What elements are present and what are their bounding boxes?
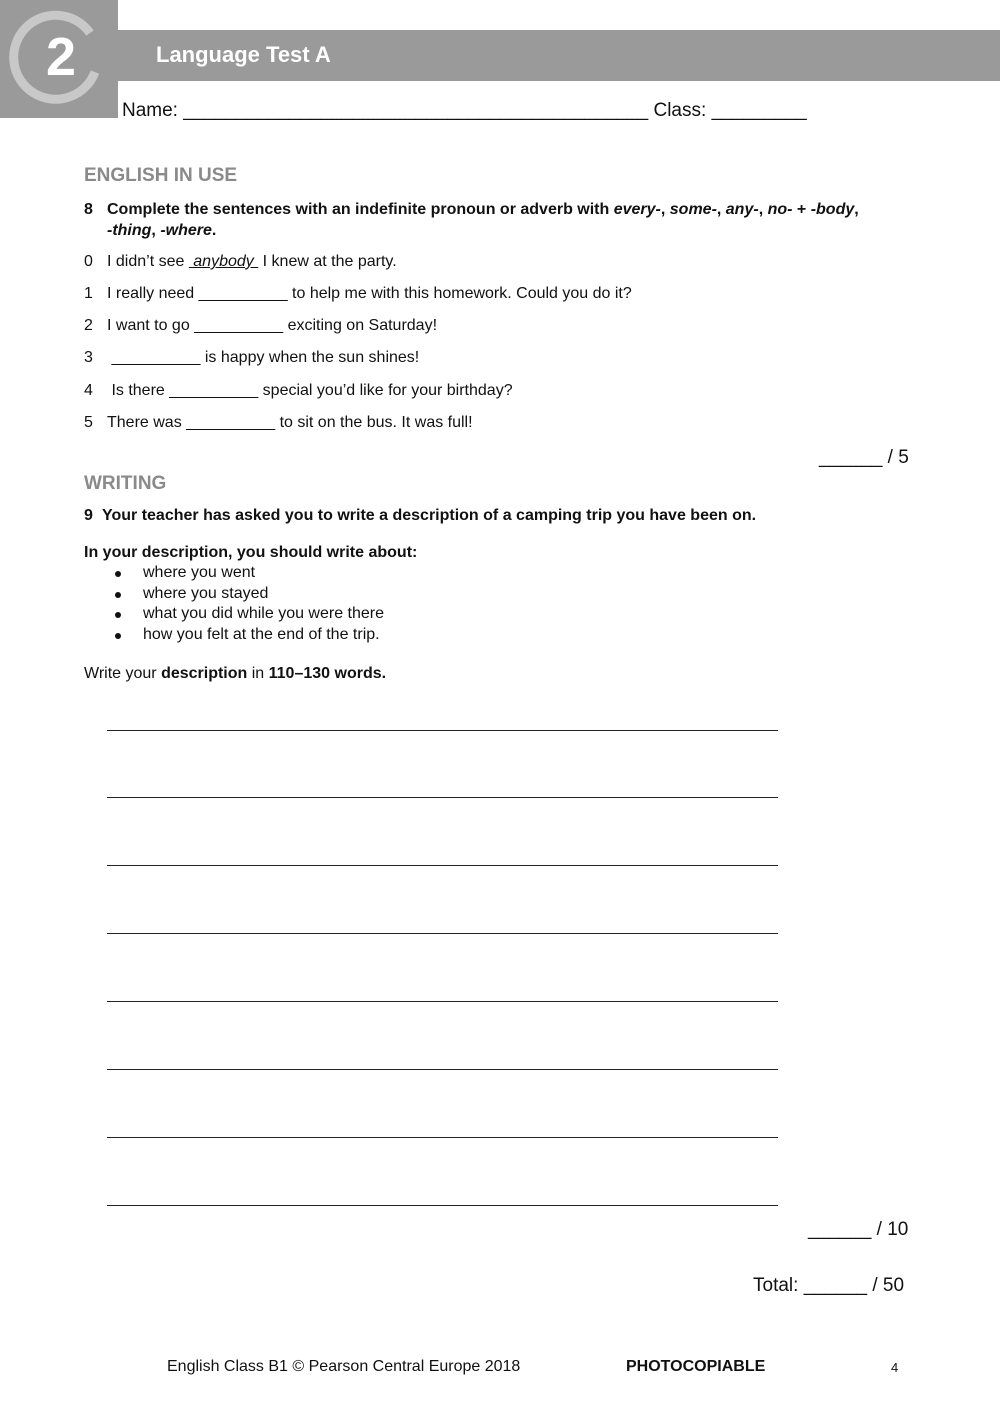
plus-sign: + [792, 201, 811, 218]
writing-prompt: In your description, you should write about: [84, 544, 418, 561]
item-number: 4 [84, 382, 93, 399]
writing-line[interactable] [107, 1137, 778, 1138]
separator: , [854, 201, 859, 218]
score-exercise-8[interactable]: ______ / 5 [819, 447, 909, 468]
writing-line[interactable] [107, 1069, 778, 1070]
name-field[interactable]: ____________________________________________ [183, 100, 649, 121]
instruction-bold: 110–130 words. [268, 665, 387, 682]
page-title: Language Test A [156, 42, 331, 67]
affix-any: any- [725, 201, 759, 218]
writing-line[interactable] [107, 1205, 778, 1206]
item-number: 0 [84, 253, 93, 270]
separator: , [151, 222, 161, 239]
item-number: 1 [84, 285, 93, 302]
affix-no: no- [767, 201, 793, 218]
item-text[interactable]: I really need __________ to help me with this homework. Could you do it? [107, 285, 632, 302]
item-number: 5 [84, 414, 93, 431]
writing-heading: WRITING [84, 473, 167, 494]
instruction-bold: description [161, 665, 248, 682]
writing-line[interactable] [107, 797, 778, 798]
unit-badge [0, 0, 118, 118]
english-in-use-heading: ENGLISH IN USE [84, 165, 238, 186]
class-field[interactable]: _________ [711, 100, 807, 121]
item-text[interactable]: __________ is happy when the sun shines! [107, 349, 420, 366]
writing-line[interactable] [107, 933, 778, 934]
footer-copyright: English Class B1 © Pearson Central Europe 2018 [167, 1358, 521, 1375]
footer-photocopiable: PHOTOCOPIABLE [626, 1358, 766, 1375]
page-number: 4 [891, 1360, 899, 1375]
affix-where: -where [160, 222, 212, 239]
instruction-end: . [211, 222, 217, 239]
exercise-item-5[interactable] [84, 414, 473, 432]
bullet-item: where you stayed [110, 585, 384, 606]
item-number: 2 [84, 317, 93, 334]
instruction-text: in [247, 665, 269, 682]
bullet-item: what you did while you were there [110, 605, 384, 626]
exercise-9-instruction [84, 507, 756, 525]
exercise-item-4[interactable] [84, 382, 513, 400]
writing-line[interactable] [107, 730, 778, 731]
score-exercise-9[interactable]: ______ / 10 [808, 1219, 909, 1240]
item-text: I didn’t see [107, 253, 189, 270]
instruction-text: Your teacher has asked you to write a description of a camping trip you have been on. [102, 507, 757, 524]
exercise-8-instruction [84, 199, 914, 241]
bullet-item: where you went [110, 564, 384, 585]
name-label: Name: [122, 100, 178, 121]
item-text[interactable]: I want to go __________ exciting on Saturday! [107, 317, 438, 334]
title-bar [118, 30, 1000, 81]
writing-line[interactable] [107, 865, 778, 866]
affix-thing: -thing [107, 222, 152, 239]
affix-body: -body [810, 201, 855, 218]
bullet-item: how you felt at the end of the trip. [110, 626, 384, 647]
separator: , [758, 201, 768, 218]
item-text: I knew at the party. [258, 253, 397, 270]
separator: , [716, 201, 726, 218]
item-text[interactable]: There was __________ to sit on the bus. It was full! [107, 414, 473, 431]
instruction-text: Write your [84, 665, 162, 682]
total-score[interactable]: Total: ______ / 50 [753, 1275, 905, 1296]
exercise-item-1[interactable] [84, 285, 632, 303]
instruction-text: Complete the sentences with an indefinite pronoun or adverb with [107, 201, 614, 218]
exercise-item-2[interactable] [84, 317, 437, 335]
exercise-item-0 [84, 253, 397, 271]
unit-number: 2 [45, 27, 77, 87]
affix-every: every- [613, 201, 661, 218]
item-text[interactable]: Is there __________ special you’d like for your birthday? [107, 382, 513, 399]
word-count-instruction [84, 665, 386, 683]
exercise-9-number: 9 [84, 507, 93, 524]
affix-some: some- [669, 201, 717, 218]
separator: , [660, 201, 670, 218]
item-number: 3 [84, 349, 93, 366]
exercise-item-3[interactable] [84, 349, 419, 367]
exercise-8-number: 8 [84, 201, 93, 218]
name-class-row [122, 100, 807, 122]
writing-bullets [110, 564, 384, 646]
example-answer: anybody [188, 253, 259, 270]
class-label: Class: [653, 100, 707, 121]
writing-line[interactable] [107, 1001, 778, 1002]
